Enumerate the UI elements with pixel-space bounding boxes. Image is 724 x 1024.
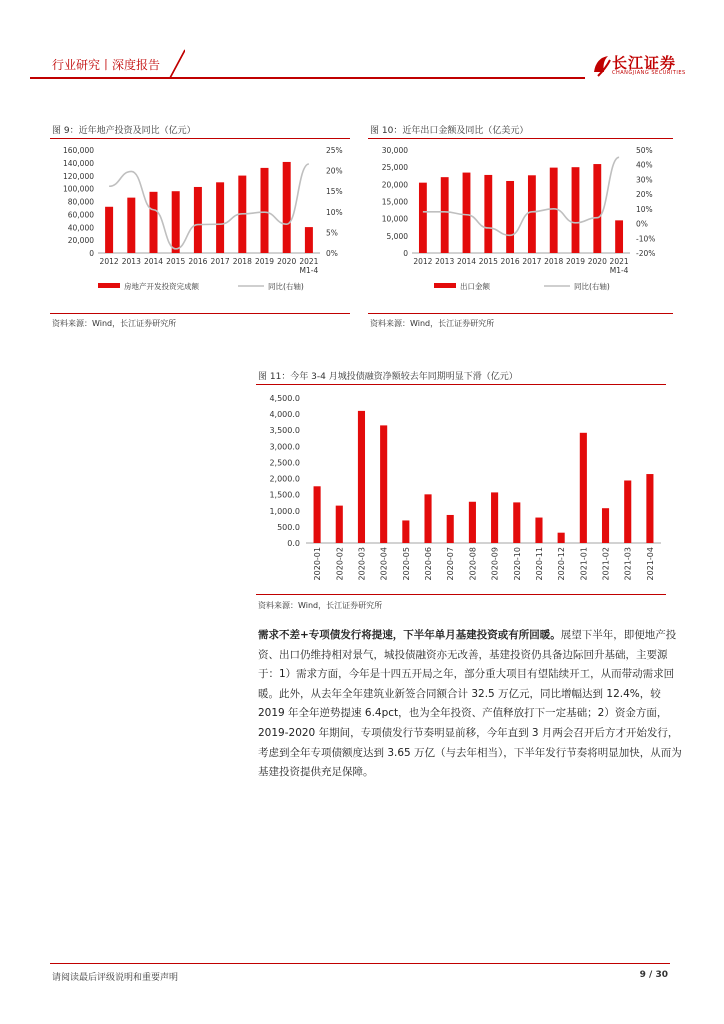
bar xyxy=(150,192,158,253)
figure9-title-rule xyxy=(50,138,350,139)
x-tick-sublabel: M1-4 xyxy=(299,266,319,275)
x-tick-label: 2018 xyxy=(544,257,564,266)
bar xyxy=(572,167,580,253)
body-paragraph xyxy=(258,626,688,783)
y-left-tick-label: 30,000 xyxy=(381,146,408,155)
y-right-tick-label: -20% xyxy=(636,249,656,258)
bar xyxy=(593,164,601,253)
x-tick-label: 2021-03 xyxy=(623,547,633,581)
y-right-tick-label: 25% xyxy=(326,146,343,155)
brand-name-en: CHANGJIANG SECURITIES xyxy=(612,70,686,76)
y-tick-label: 3,500.0 xyxy=(269,426,300,436)
x-tick-label: 2012 xyxy=(413,257,433,266)
x-tick-label: 2020-10 xyxy=(512,547,522,581)
x-tick-label: 2021 xyxy=(299,257,319,266)
header-rule xyxy=(30,77,585,79)
x-tick-label: 2021 xyxy=(609,257,629,266)
bar xyxy=(535,518,542,543)
x-tick-label: 2020-02 xyxy=(335,547,345,581)
bar xyxy=(419,183,427,253)
bar xyxy=(261,168,269,253)
paragraph-lead: 需求不差+专项债发行将提速，下半年单月基建投资或有所回暖。 xyxy=(258,629,561,641)
y-tick-label: 4,500.0 xyxy=(269,394,300,403)
legend-label-bar: 房地产开发投资完成额 xyxy=(124,282,199,291)
legend-label-line: 同比(右轴) xyxy=(268,282,304,291)
bar xyxy=(513,502,520,543)
figure9-source: 资料来源：Wind，长江证券研究所 xyxy=(52,319,177,328)
bar xyxy=(441,177,449,253)
bar xyxy=(380,425,387,543)
y-right-tick-label: 40% xyxy=(636,160,653,170)
y-right-tick-label: 10% xyxy=(636,204,653,214)
series-line-yoy xyxy=(423,157,619,235)
bar xyxy=(216,182,224,253)
bar xyxy=(172,191,180,253)
bar xyxy=(314,486,321,543)
y-left-tick-label: 10,000 xyxy=(381,214,408,224)
y-left-tick-label: 0 xyxy=(89,249,94,258)
y-right-tick-label: -10% xyxy=(636,234,656,244)
legend-label-line: 同比(右轴) xyxy=(574,282,610,291)
x-tick-label: 2014 xyxy=(456,257,477,266)
y-left-tick-label: 15,000 xyxy=(381,197,408,207)
y-right-tick-label: 0% xyxy=(636,219,648,229)
bar xyxy=(402,520,409,543)
legend-label-bar: 出口金额 xyxy=(460,282,490,291)
x-tick-label: 2020 xyxy=(587,257,607,266)
series-line-yoy xyxy=(109,164,309,249)
bar xyxy=(305,227,313,253)
bar xyxy=(580,433,587,543)
figure9-title: 图 9：近年地产投资及同比（亿元） xyxy=(52,126,196,136)
bar xyxy=(484,175,492,253)
x-tick-label: 2020-08 xyxy=(468,547,478,581)
x-tick-label: 2017 xyxy=(522,257,542,266)
y-left-tick-label: 100,000 xyxy=(62,184,94,194)
x-tick-label: 2018 xyxy=(232,257,252,266)
x-tick-label: 2020-06 xyxy=(424,547,434,581)
bar xyxy=(506,181,514,253)
y-right-tick-label: 0% xyxy=(326,249,338,258)
x-tick-label: 2020-04 xyxy=(379,547,389,581)
bar xyxy=(646,474,653,543)
x-tick-label: 2020-09 xyxy=(490,547,500,581)
legend-swatch-bar xyxy=(434,283,456,288)
bar xyxy=(558,533,565,543)
y-tick-label: 1,500.0 xyxy=(269,490,300,500)
x-tick-label: 2017 xyxy=(210,257,230,266)
bar xyxy=(194,187,202,253)
y-left-tick-label: 140,000 xyxy=(62,158,94,168)
x-tick-label: 2019 xyxy=(254,257,275,266)
bar xyxy=(283,162,291,253)
y-tick-label: 1,000.0 xyxy=(269,506,300,516)
bar xyxy=(615,220,623,253)
y-right-tick-label: 50% xyxy=(636,146,653,155)
figure11-source: 资料来源：Wind，长江证券研究所 xyxy=(258,601,383,610)
figure9-source-rule xyxy=(50,313,350,314)
y-tick-label: 2,500.0 xyxy=(269,458,300,468)
bar xyxy=(127,198,135,253)
figure11-chart xyxy=(256,386,671,591)
bar xyxy=(528,175,536,253)
y-left-tick-label: 120,000 xyxy=(62,171,94,181)
y-left-tick-label: 5,000 xyxy=(386,231,408,241)
y-left-tick-label: 160,000 xyxy=(62,146,94,155)
legend-swatch-bar xyxy=(98,283,120,288)
bar xyxy=(463,173,471,253)
x-tick-label: 2021-01 xyxy=(579,547,589,581)
bar xyxy=(624,480,631,543)
y-left-tick-label: 80,000 xyxy=(67,197,94,207)
x-tick-label: 2020-11 xyxy=(534,547,544,581)
y-right-tick-label: 20% xyxy=(636,190,653,200)
y-tick-label: 500.0 xyxy=(277,522,300,532)
x-tick-label: 2016 xyxy=(500,257,520,266)
y-right-tick-label: 20% xyxy=(326,166,343,176)
paragraph-body: 展望下半年，即便地产投资、出口仍维持相对景气，城投债融资亦无改善，基建投资仍具备边际回升基础，主要源于：1）需求方面，今年是十四五开局之年，部分重大项目有望陆续开工，从而带动需求回暖。此外，从去年全年建筑业新签合同额合计 32.5 万亿元，同比增幅达到 12.4%，较 2019 年全年逆势提速 6.4pct，也为全年投资、产值释放打下一定基础；2）资金方面，2019-2020 年期间，专项债发行节奏明显前移，今年直到 3 月两会召开后方才开始发行，考虑到全年专项债额度达到 3.65 万亿（与去年相当），下半年发行节奏将明显加快，从而为基建投资提供充足保障。 xyxy=(258,629,682,779)
x-tick-label: 2020-07 xyxy=(446,547,456,581)
y-left-tick-label: 20,000 xyxy=(381,180,408,190)
y-left-tick-label: 20,000 xyxy=(67,236,94,246)
bar xyxy=(491,492,498,543)
x-tick-label: 2015 xyxy=(478,257,498,266)
y-left-tick-label: 60,000 xyxy=(67,210,94,220)
bar xyxy=(358,411,365,543)
figure10-source-rule xyxy=(368,313,673,314)
figure10-title: 图 10：近年出口金额及同比（亿美元） xyxy=(370,126,529,136)
y-tick-label: 4,000.0 xyxy=(269,410,300,420)
brand-name: 长江证券 xyxy=(612,54,677,72)
y-right-tick-label: 30% xyxy=(636,175,653,185)
figure11-title-rule xyxy=(256,384,666,385)
x-tick-label: 2015 xyxy=(166,257,186,266)
figure11-title: 图 11：今年 3-4 月城投债融资净额较去年同期明显下滑（亿元） xyxy=(258,372,518,382)
x-tick-label: 2021-02 xyxy=(601,547,611,581)
x-tick-label: 2014 xyxy=(143,257,164,266)
x-tick-label: 2020-03 xyxy=(357,547,367,581)
y-left-tick-label: 40,000 xyxy=(67,223,94,233)
bar xyxy=(447,515,454,543)
y-right-tick-label: 5% xyxy=(326,228,338,238)
y-left-tick-label: 0 xyxy=(403,249,408,258)
bar xyxy=(336,506,343,543)
figure10-title-rule xyxy=(368,138,673,139)
bar xyxy=(105,207,113,253)
y-left-tick-label: 25,000 xyxy=(381,163,408,173)
y-right-tick-label: 10% xyxy=(326,207,343,217)
y-tick-label: 2,000.0 xyxy=(269,474,300,484)
bar xyxy=(469,502,476,543)
x-tick-label: 2020-05 xyxy=(401,547,411,581)
header-category: 行业研究丨深度报告 xyxy=(52,58,161,72)
x-tick-label: 2019 xyxy=(565,257,586,266)
figure9-chart xyxy=(50,140,355,300)
x-tick-label: 2013 xyxy=(121,257,141,266)
x-tick-label: 2021-04 xyxy=(645,547,655,581)
footer-rule xyxy=(50,963,670,964)
figure11-source-rule xyxy=(256,594,666,595)
bar xyxy=(602,508,609,543)
y-tick-label: 0.0 xyxy=(287,539,300,548)
footer-disclaimer: 请阅读最后评级说明和重要声明 xyxy=(52,973,179,983)
x-tick-label: 2020-12 xyxy=(557,547,567,581)
x-tick-label: 2020 xyxy=(277,257,297,266)
y-tick-label: 3,000.0 xyxy=(269,442,300,452)
x-tick-label: 2013 xyxy=(435,257,455,266)
bar xyxy=(550,168,558,253)
figure10-source: 资料来源：Wind，长江证券研究所 xyxy=(370,319,495,328)
x-tick-label: 2012 xyxy=(99,257,119,266)
x-tick-sublabel: M1-4 xyxy=(609,266,629,275)
x-tick-label: 2020-01 xyxy=(313,547,323,581)
x-tick-label: 2016 xyxy=(188,257,208,266)
y-right-tick-label: 15% xyxy=(326,187,343,197)
page-number: 9 / 30 xyxy=(639,970,668,980)
bar xyxy=(424,494,431,543)
figure10-chart xyxy=(368,140,678,300)
